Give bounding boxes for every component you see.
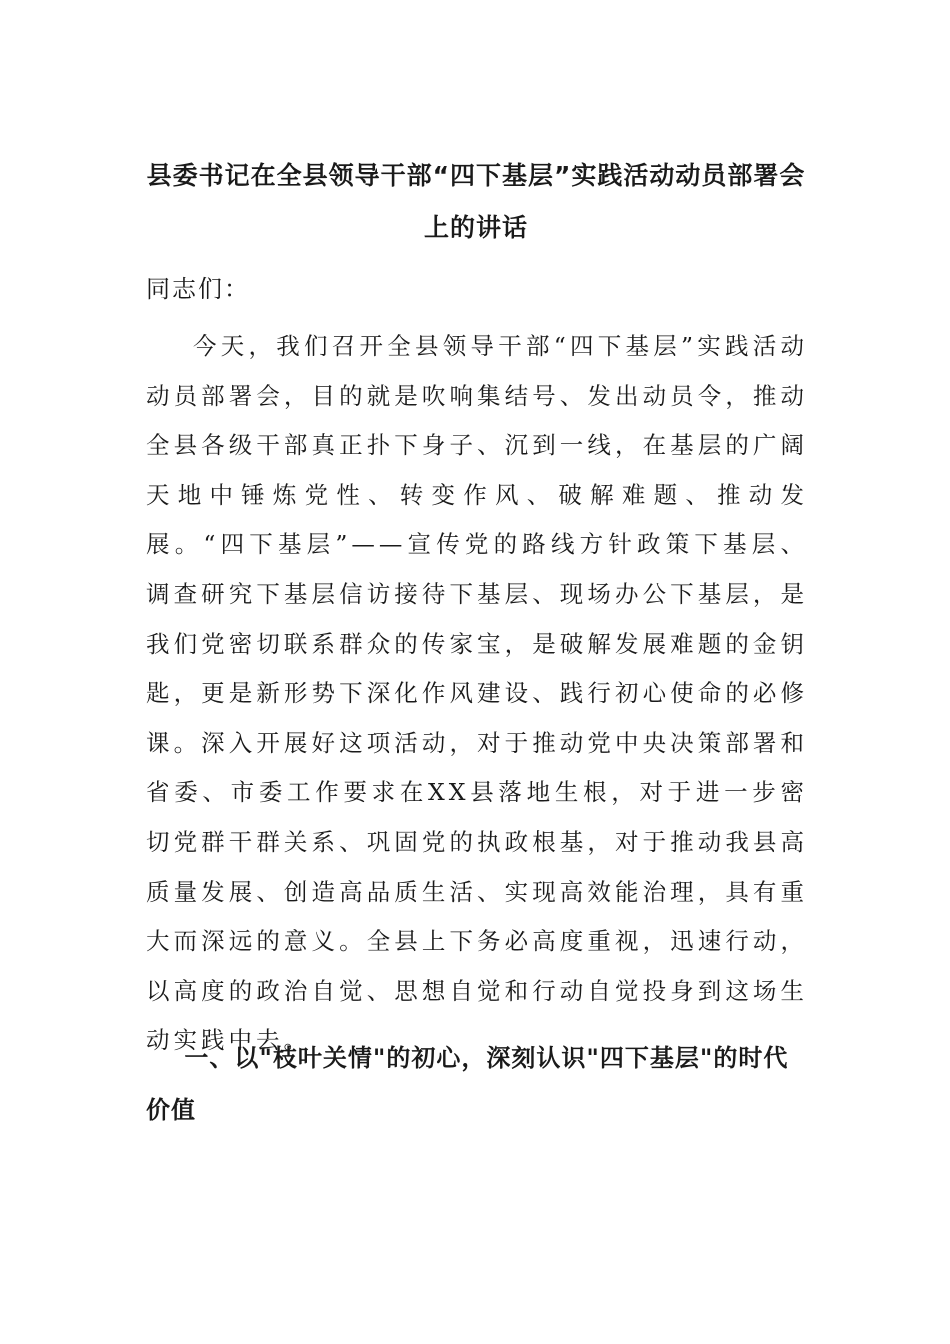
document-title: 县委书记在全县领导干部“四下基层”实践活动动员部署会上的讲话: [146, 161, 806, 242]
greeting: 同志们：: [146, 275, 250, 303]
body-paragraph: 今天，我们召开全县领导干部“四下基层”实践活动动员部署会，目的就是吹响集结号、发出动员令，推动全县各级干部真正扑下身子、沉到一线，在基层的广阔天地中锤炼党性、转变作风、破解难题、推动发展。“四下基层”——宣传党的路线方针政策下基层、调查研究下基层信访接待下基层、现场办公下基层，是我们党密切联系群众的传家宝，是破解发展难题的金钥匙，更是新形势下深化作风建设、践行初心使命的必修课。深入开展好这项活动，对于推动党中央决策部署和省委、市委工作要求在XX县落地生根，对于进一步密切党群干群关系、巩固党的执政根基，对于推动我县高质量发展、创造高品质生活、实现高效能治理，具有重大而深远的意义。全县上下务必高度重视，迅速行动，以高度的政治自觉、思想自觉和行动自觉投身到这场生动实践中去。: [146, 332, 808, 1055]
section-heading: 一、以"枝叶关情"的初心，深刻认识"四下基层"的时代价值: [146, 1044, 789, 1124]
